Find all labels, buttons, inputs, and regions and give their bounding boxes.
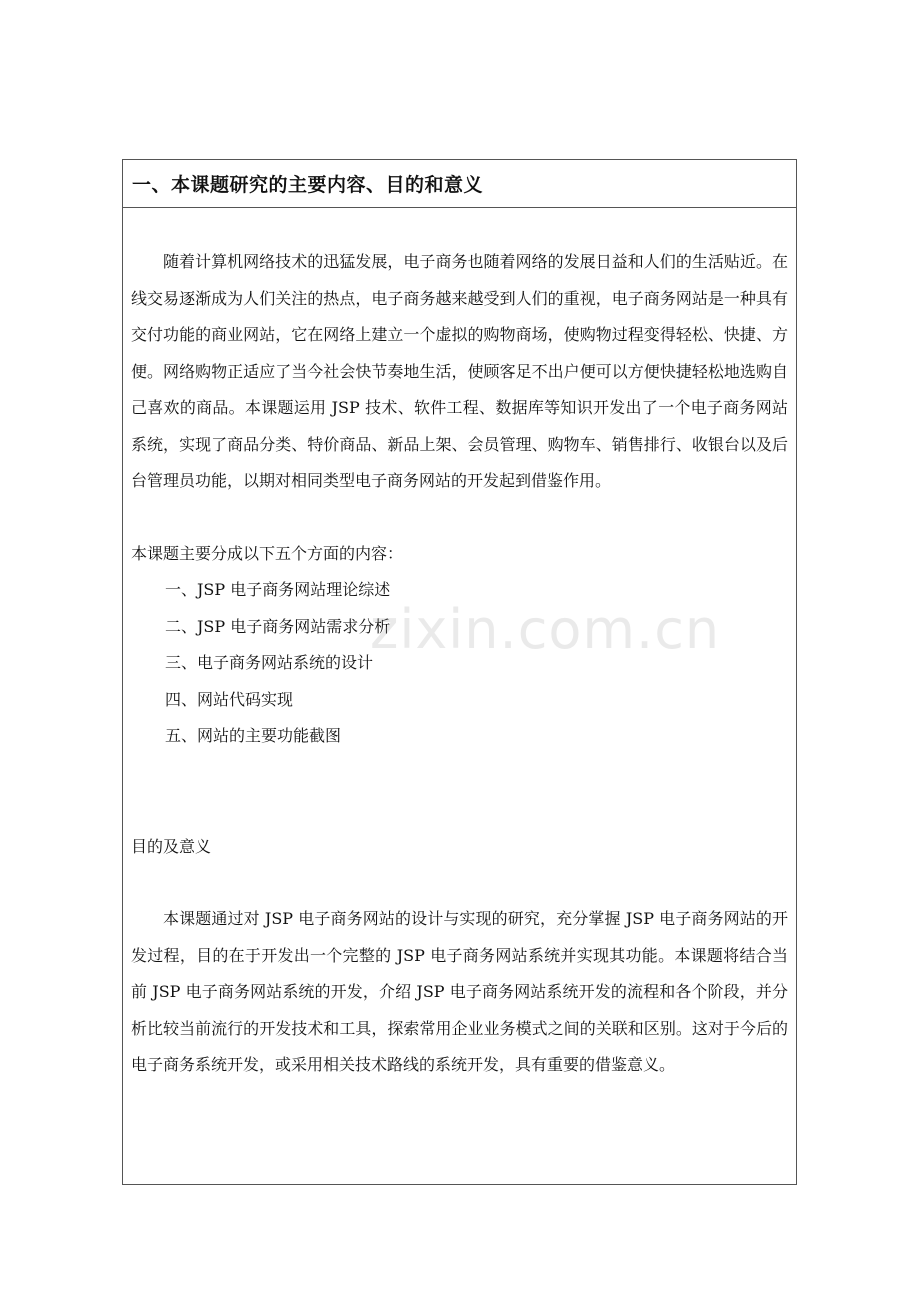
contents-list — [131, 572, 788, 755]
list-item: 四、网站代码实现 — [165, 689, 294, 709]
document-table — [122, 159, 797, 1185]
watermark: zixin.com.cn — [370, 598, 721, 661]
list-item: 五、网站的主要功能截图 — [165, 726, 342, 745]
section-content — [123, 244, 796, 1084]
list-item: 二、JSP 电子商务网站需求分析 — [165, 616, 391, 636]
section-title: 一、本课题研究的主要内容、目的和意义 — [132, 174, 484, 196]
intro-paragraph: 随着计算机网络技术的迅猛发展，电子商务也随着网络的发展日益和人们的生活贴近。在线交易逐渐成为人们关注的热点，电子商务越来越受到人们的重视，电子商务网站是一种具有交付功能的商业网站，它在网络上建立一个虚拟的购物商场，使购物过程变得轻松、快捷、方便。网络购物正适应了当今社会快节奏地生活，使顾客足不出户便可以方便快捷轻松地选购自己喜欢的商品。本课题运用 JSP 技术、软件工程、数据库等知识开发出了一个电子商务网站系统，实现了商品分类、特价商品、新品上架、会员管理、购物车、销售排行、收银台以及后台管理员功能，以期对相同类型电子商务网站的开发起到借鉴作用。 — [131, 252, 788, 490]
purpose-heading: 目的及意义 — [131, 836, 212, 856]
list-item: 一、JSP 电子商务网站理论综述 — [165, 580, 391, 599]
contents-intro: 本课题主要分成以下五个方面的内容： — [131, 543, 404, 563]
section-header-row — [123, 160, 796, 208]
purpose-paragraph: 本课题通过对 JSP 电子商务网站的设计与实现的研究，充分掌握 JSP 电子商务网站的开发过程，目的在于开发出一个完整的 JSP 电子商务网站系统并实现其功能。本课题将结合当前 JSP 电子商务网站系统的开发，介绍 JSP 电子商务网站系统开发的流程和各个阶段，并分析比较当前流行的开发技术和工具，探索常用企业业务模式之间的关联和区别。这对于今后的电子商务系统开发，或采用相关技术路线的系统开发，具有重要的借鉴意义。 — [131, 909, 788, 1074]
list-item: 三、电子商务网站系统的设计 — [165, 653, 374, 672]
